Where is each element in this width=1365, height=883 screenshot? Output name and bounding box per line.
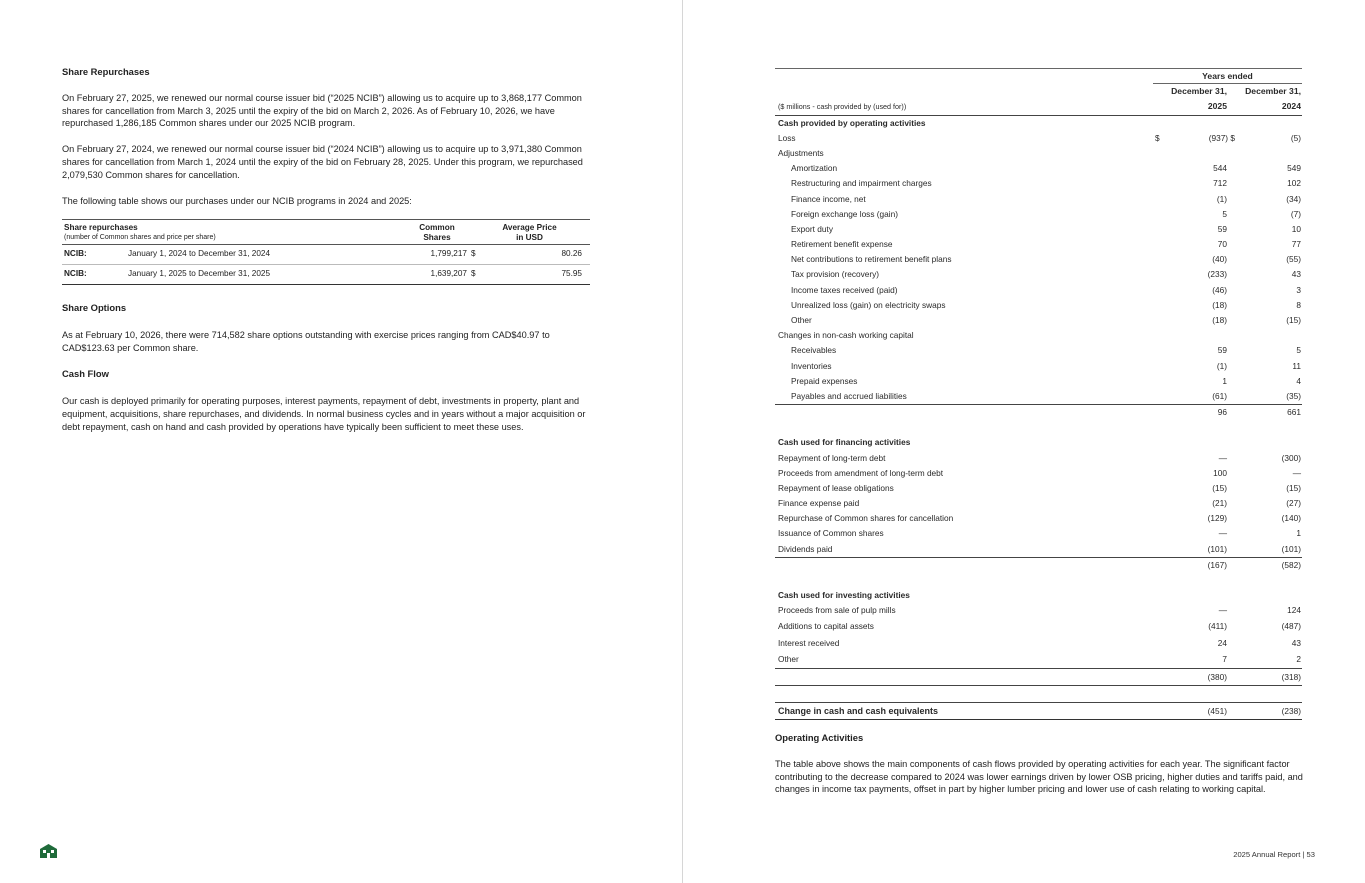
spacer (775, 686, 1302, 703)
operating-total-2025: 96 (1217, 407, 1227, 418)
row-label: Tax provision (recovery) (791, 269, 880, 280)
row-label: Foreign exchange loss (gain) (791, 208, 898, 219)
row-value-2025: (18) (1212, 315, 1227, 325)
row-label: Proceeds from sale of pulp mills (778, 605, 896, 616)
col-common-line2: Shares (423, 233, 451, 243)
change-2024: (238) (1281, 706, 1301, 717)
operating-activities-paragraph: The table above shows the main components of cash flows provided by operating activities for each year. The significant factor contributing to the decrease compared to 2024 was lower earnings driven by lower OSB pricing, higher duties and tariffs paid, and changes in income tax payments, offset in part by higher lumber pricing and lower use of cash relating to working capital. (775, 758, 1303, 795)
table-row (775, 222, 1302, 237)
row-label: Proceeds from amendment of long-term debt (778, 467, 944, 478)
operating-activities-heading: Operating Activities (775, 732, 864, 743)
col1-header-line2: 2025 (1207, 101, 1227, 112)
table-row (775, 526, 1302, 541)
table-row (775, 283, 1302, 298)
table-row (62, 265, 590, 285)
row-value-2025: (18) (1212, 299, 1227, 310)
row-price: 80.26 (561, 249, 582, 259)
row-period: January 1, 2024 to December 31, 2024 (128, 249, 271, 259)
spacer (775, 573, 1302, 588)
row-currency: $ (470, 249, 476, 259)
row-value-2025: (40) (1212, 254, 1227, 265)
row-value-2025: 70 (1217, 239, 1227, 250)
row-label: Retirement benefit expense (791, 239, 893, 250)
row-value-2024: (101) (1281, 543, 1301, 554)
section-heading (775, 116, 1302, 131)
share-repurchases-heading: Share Repurchases (62, 66, 150, 77)
table-intro-paragraph: The following table shows our purchases under our NCIB programs in 2024 and 2025: (62, 195, 412, 206)
row-value-2025: 59 (1217, 345, 1227, 356)
row-value-2024: (55) (1286, 254, 1301, 265)
table-row (775, 542, 1302, 558)
share-repurchases-table (62, 219, 590, 285)
table-row (775, 207, 1302, 222)
row-label: Repurchase of Common shares for cancellation (778, 513, 954, 524)
row-value-2024: 1 (1296, 528, 1301, 539)
row-value-2024: (487) (1281, 621, 1301, 632)
row-value-2025: 59 (1217, 223, 1227, 234)
row-value-2024: (5) (1290, 132, 1301, 143)
cash-flow-heading: Cash Flow (62, 368, 109, 380)
table-row (62, 245, 590, 265)
investing-heading: Cash used for investing activities (778, 590, 910, 600)
table-row (775, 618, 1302, 635)
table-row (775, 161, 1302, 176)
row-value-2024: 3 (1296, 284, 1301, 295)
spacer (775, 420, 1302, 435)
column-header-row-2 (775, 99, 1302, 115)
row-label: Prepaid expenses (791, 375, 858, 386)
group-label-row (775, 328, 1302, 343)
subtotal-row (775, 669, 1302, 687)
row-period: January 1, 2025 to December 31, 2025 (128, 269, 271, 279)
row-value-2024: (300) (1281, 452, 1301, 463)
col-common-line1: Common (419, 223, 455, 233)
row-label: Repayment of long-term debt (778, 452, 886, 463)
table-row (775, 192, 1302, 207)
table-row (775, 267, 1302, 282)
row-value-2024: (15) (1286, 315, 1301, 325)
table-row (775, 131, 1302, 146)
financing-total-2025: (167) (1207, 559, 1227, 570)
page-divider (682, 0, 683, 883)
row-label: Repayment of lease obligations (778, 482, 894, 493)
row-value-2025: (411) (1208, 621, 1227, 632)
table-row (775, 374, 1302, 389)
row-value-2024: 5 (1296, 345, 1301, 356)
table-row (775, 313, 1302, 328)
row-value-2025: 100 (1213, 467, 1227, 478)
table-row (775, 176, 1302, 191)
ncib-2025-paragraph: On February 27, 2025, we renewed our normal course issuer bid (“2025 NCIB”) allowing us to acquire up to 3,868,177 Common shares for cancellation from March 3, 2025 until the expiry of the bid on March 2, 2026. As of February 10, 2026, we have repurchased 1,286,185 Common shares under our 2025 NCIB program. (62, 92, 582, 129)
row-label: Issuance of Common shares (778, 528, 884, 539)
row-value-2024: (27) (1286, 498, 1301, 509)
row-value-2024: (15) (1286, 482, 1301, 493)
row-label: Additions to capital assets (778, 621, 874, 632)
row-label: Restructuring and impairment charges (791, 178, 932, 189)
change-2025: (451) (1207, 706, 1227, 717)
table-row (775, 252, 1302, 267)
row-label: Other (778, 654, 799, 665)
row-value-2025: (21) (1212, 498, 1227, 509)
operating-heading: Cash provided by operating activities (778, 117, 926, 128)
row-value-2025: (937) $ (1208, 132, 1235, 143)
row-value-2024: 11 (1292, 360, 1301, 371)
investing-total-2024: (318) (1281, 671, 1301, 682)
table-row (775, 343, 1302, 358)
row-label: Inventories (791, 360, 832, 371)
row-value-2025: 7 (1222, 654, 1227, 665)
table-row (775, 481, 1302, 496)
row-label: Income taxes received (paid) (791, 284, 898, 295)
subtotal-row (775, 405, 1302, 420)
row-value-2025: 712 (1213, 178, 1227, 189)
row-value-2024: 549 (1287, 163, 1301, 174)
table-row (775, 603, 1302, 618)
row-value-2025: (101) (1207, 543, 1227, 554)
table-row (775, 496, 1302, 511)
row-shares: 1,639,207 (430, 269, 467, 279)
table-header-row (62, 220, 590, 245)
row-label: Interest received (778, 637, 840, 648)
row-label: Loss (778, 132, 796, 143)
row-value-2025: (129) (1207, 513, 1227, 524)
row-value-2024: 77 (1291, 239, 1301, 250)
row-value-2025: — (1218, 452, 1227, 463)
years-ended-label: Years ended (1153, 69, 1302, 84)
investing-total-2025: (380) (1207, 671, 1227, 682)
row-label: Payables and accrued liabilities (791, 390, 907, 401)
operating-activities-section (775, 732, 1305, 796)
section-heading (775, 435, 1302, 450)
page-footer: 2025 Annual Report | 53 (1233, 850, 1315, 859)
row-value-2024: 102 (1287, 178, 1301, 189)
row-label: Finance expense paid (778, 498, 860, 509)
col1-header-line1: December 31, (1171, 86, 1227, 97)
table-row (775, 451, 1302, 466)
ncib-2024-paragraph: On February 27, 2024, we renewed our normal course issuer bid (“2024 NCIB”) allowing us to acquire up to 3,971,380 Common shares for cancellation from March 1, 2024 until the expiry of the bid on February 28, 2025. Under this program, we repurchased 2,079,530 Common shares for cancellation. (62, 144, 583, 180)
row-value-2025: (1) (1216, 360, 1227, 371)
row-value-2025: (46) (1212, 284, 1227, 295)
column-header-row-1 (775, 84, 1302, 99)
row-value-2025: — (1218, 605, 1227, 616)
row-value-2024: 8 (1296, 299, 1301, 310)
subtotal-row (775, 558, 1302, 573)
col2-header-line2: 2024 (1281, 101, 1301, 112)
adjustments-label: Adjustments (778, 147, 824, 158)
row-value-2025: 5 (1222, 208, 1227, 219)
left-page-content (62, 66, 590, 434)
row-value-2024: — (1292, 467, 1301, 478)
col-price-line1: Average Price (502, 223, 557, 233)
row-currency: $ (1155, 132, 1160, 143)
row-value-2025: (61) (1212, 390, 1227, 401)
row-label: Other (791, 315, 812, 325)
row-value-2025: 1 (1222, 375, 1227, 386)
table-header-title: Share repurchases (64, 223, 138, 233)
row-label: NCIB: (64, 269, 87, 279)
row-value-2024: 10 (1291, 223, 1301, 234)
years-ended-row (775, 68, 1302, 84)
table-row (775, 511, 1302, 526)
row-value-2025: (15) (1212, 482, 1227, 493)
row-value-2024: (7) (1290, 208, 1301, 219)
row-label: Net contributions to retirement benefit plans (791, 254, 952, 265)
table-row (775, 237, 1302, 252)
working-capital-label: Changes in non-cash working capital (778, 330, 914, 341)
row-value-2025: — (1218, 528, 1227, 539)
cash-flow-paragraph: Our cash is deployed primarily for operating purposes, interest payments, repayment of debt, investments in property, plant and equipment, acquisitions, share repurchases, and dividends. In normal business cycles and in years without a major acquisition or debt repayment, cash on hand and cash provided by operations have typically been sufficient to meet these uses. (62, 396, 586, 432)
house-logo-icon (40, 844, 57, 858)
row-label: Export duty (791, 223, 833, 234)
table-row (775, 466, 1302, 481)
row-label: Finance income, net (791, 193, 866, 204)
row-value-2024: 4 (1296, 375, 1301, 386)
col2-header-line1: December 31, (1245, 86, 1301, 97)
row-currency: $ (470, 269, 476, 279)
col-price-line2: in USD (516, 233, 543, 243)
row-value-2025: (1) (1216, 193, 1227, 204)
change-in-cash-label: Change in cash and cash equivalents (778, 706, 939, 717)
row-value-2024: (34) (1286, 193, 1301, 204)
row-shares: 1,799,217 (430, 249, 467, 259)
row-value-2024: (140) (1281, 513, 1301, 524)
table-row (775, 635, 1302, 652)
financing-heading: Cash used for financing activities (778, 437, 911, 448)
row-value-2025: 544 (1213, 163, 1227, 174)
section-heading (775, 588, 1302, 603)
row-label: Receivables (791, 345, 837, 356)
share-options-heading: Share Options (62, 301, 127, 313)
row-value-2024: 2 (1296, 654, 1301, 665)
row-value-2025: 24 (1217, 637, 1227, 648)
table-header-subtitle: (number of Common shares and price per share) (64, 234, 216, 242)
table-row (775, 298, 1302, 313)
change-in-cash-row (775, 703, 1302, 720)
share-options-paragraph: As at February 10, 2026, there were 714,582 share options outstanding with exercise prices ranging from CAD$40.97 to CAD$123.63 per Common share. (62, 329, 550, 353)
row-value-2025: (233) (1207, 269, 1227, 280)
row-label: Amortization (791, 163, 838, 174)
row-value-2024: 43 (1291, 269, 1301, 280)
row-label: Unrealized loss (gain) on electricity swaps (791, 299, 946, 310)
group-label-row (775, 146, 1302, 161)
row-price: 75.95 (561, 269, 582, 279)
unit-label: ($ millions - cash provided by (used for)) (778, 102, 907, 112)
table-row (775, 651, 1302, 669)
operating-total-2024: 661 (1287, 407, 1301, 418)
row-value-2024: 43 (1291, 637, 1301, 648)
table-row (775, 389, 1302, 405)
row-value-2024: (35) (1286, 390, 1301, 401)
table-row (775, 359, 1302, 374)
row-value-2024: 124 (1287, 605, 1301, 616)
row-label: NCIB: (64, 249, 87, 259)
financing-total-2024: (582) (1281, 559, 1301, 570)
cash-flow-table (775, 68, 1302, 720)
row-label: Dividends paid (778, 543, 833, 554)
